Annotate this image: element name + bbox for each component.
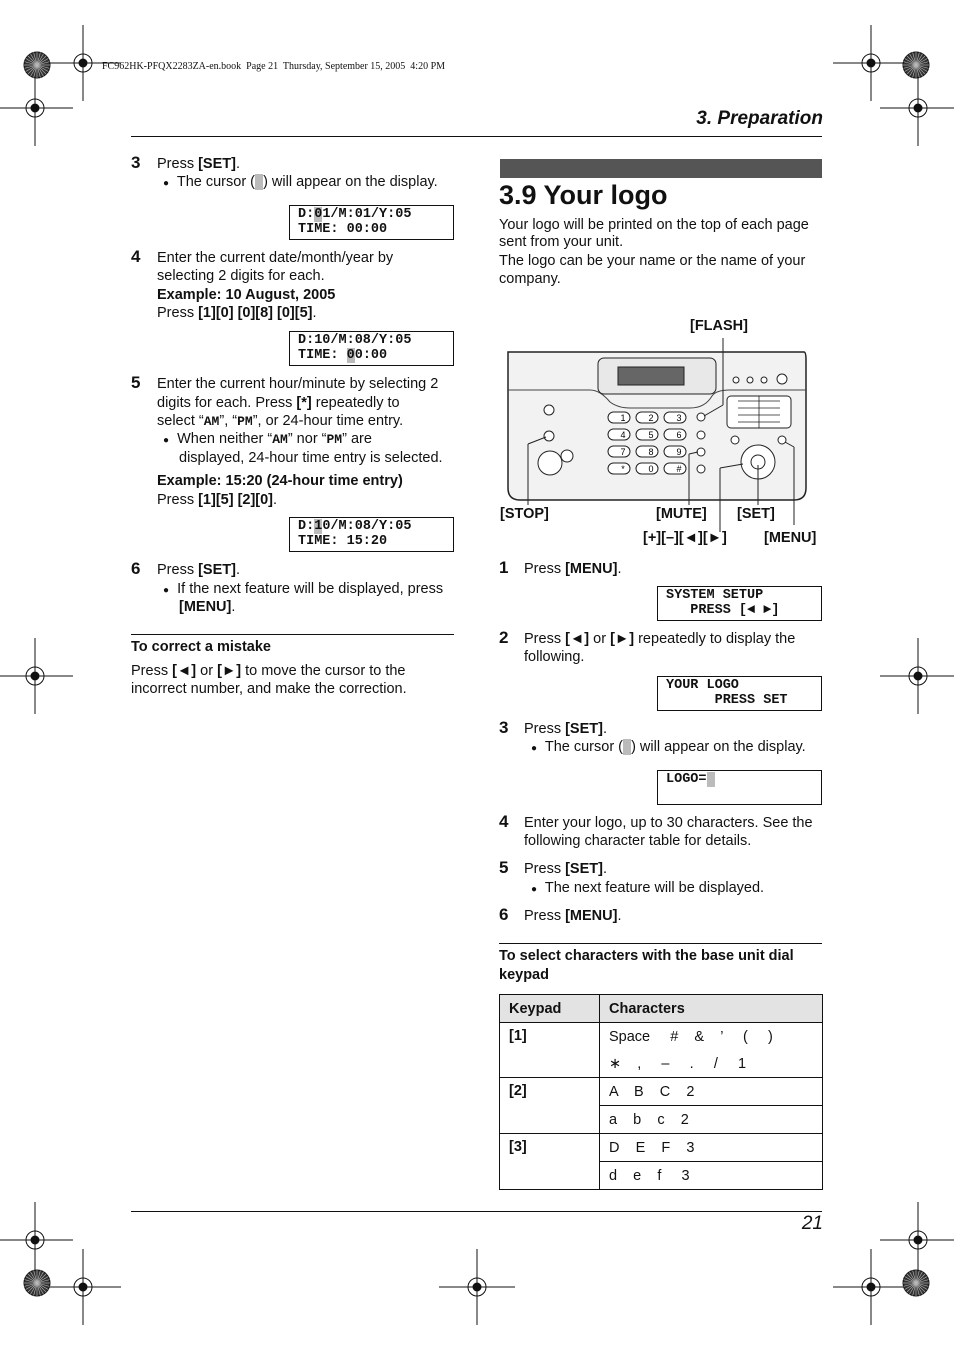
step-5-bullet: ● When neither “AM” nor “PM” are [163, 431, 372, 447]
keypad-key: [2] [500, 1078, 600, 1134]
keypad-key-6 [664, 429, 686, 440]
step-number: 1 [499, 558, 509, 577]
keypad-key-* [608, 463, 630, 474]
step-5-text: digits for each. Press [*] repeatedly to [157, 395, 400, 411]
characters-cell: A B C 2 [600, 1078, 823, 1106]
characters-cell: ∗ , – . / 1 [600, 1050, 823, 1078]
crosshair-mark [833, 25, 909, 101]
keypad-key-3 [664, 412, 686, 423]
crosshair-mark [0, 1202, 73, 1278]
keypad-key-7 [608, 446, 630, 457]
crosshair-mark [439, 1249, 515, 1325]
step-4-text: selecting 2 digits for each. [157, 268, 325, 284]
svg-text:7: 7 [620, 447, 626, 457]
intro-line: Your logo will be printed on the top of each page [499, 217, 809, 233]
step-number: 3 [131, 153, 141, 172]
starburst-mark [24, 52, 50, 78]
lcd-display: D:10/M:08/Y:05 TIME: 00:00 [289, 331, 454, 366]
step-2-text: following. [524, 649, 585, 665]
svg-text:1: 1 [620, 413, 626, 423]
section-rule [131, 634, 454, 635]
svg-text:#: # [676, 464, 682, 474]
intro-line: The logo can be your name or the name of your [499, 253, 806, 269]
menu-label: [MENU] [764, 530, 817, 546]
step-number: 6 [131, 559, 141, 578]
keypad-key-# [664, 463, 686, 474]
lcd-display: LOGO= [657, 770, 822, 805]
step-4-keys: Press [1][0] [0][8] [0][5]. [157, 305, 317, 321]
stop-label: [STOP] [500, 506, 549, 522]
characters-cell: a b c 2 [600, 1106, 823, 1134]
keypad-key: [3] [500, 1134, 600, 1190]
svg-text:9: 9 [676, 447, 682, 457]
starburst-mark [24, 1270, 50, 1296]
keypad-key-0 [636, 463, 658, 474]
step-number: 4 [499, 812, 509, 831]
step-6-text: Press [SET]. [157, 562, 240, 578]
table-row [500, 1023, 823, 1051]
step-6-bullet: ● If the next feature will be displayed, press [163, 581, 444, 597]
svg-text:4: 4 [620, 430, 626, 440]
intro-line: company. [499, 271, 561, 287]
step-number: 5 [131, 373, 141, 392]
svg-text:6: 6 [676, 430, 682, 440]
step-5-text: Enter the current hour/minute by selecting 2 [157, 376, 439, 392]
crosshair-mark [880, 638, 954, 714]
table-row [500, 1134, 823, 1162]
starburst-mark [903, 52, 929, 78]
navigation-keys-label: [+][–][◄][►] [643, 530, 727, 546]
step-5-example: Example: 15:20 (24-hour time entry) [157, 473, 403, 489]
step-5-bullet: ● The next feature will be displayed. [531, 880, 765, 896]
char-table-heading: keypad [499, 967, 549, 983]
svg-text:3: 3 [676, 413, 682, 423]
lcd-display: D:10/M:08/Y:05 TIME: 15:20 [289, 517, 454, 552]
svg-text:2: 2 [648, 413, 654, 423]
lcd-display: D:01/M:01/Y:05 TIME: 00:00 [289, 205, 454, 240]
keypad-key-8 [636, 446, 658, 457]
step-number: 5 [499, 858, 509, 877]
step-6-text: Press [MENU]. [524, 908, 622, 924]
keypad-key-5 [636, 429, 658, 440]
section-title: 3. Preparation [696, 108, 823, 129]
step-4-text: Enter the current date/month/year by [157, 250, 394, 266]
flash-label: [FLASH] [690, 318, 748, 334]
section-bar [500, 159, 822, 178]
step-5-text: Press [SET]. [524, 861, 607, 877]
step-5-keys: Press [1][5] [2][0]. [157, 492, 278, 508]
header-rule [131, 136, 822, 137]
step-number: 2 [499, 628, 509, 647]
column-header: Characters [600, 995, 823, 1023]
step-4-example: Example: 10 August, 2005 [157, 287, 336, 303]
correct-mistake-text: incorrect number, and make the correction. [131, 681, 407, 697]
column-header: Keypad [500, 995, 600, 1023]
step-4-text: Enter your logo, up to 30 characters. See the [524, 815, 813, 831]
crosshair-mark [0, 70, 73, 146]
characters-cell: D E F 3 [600, 1134, 823, 1162]
step-number: 4 [131, 247, 141, 266]
mute-label: [MUTE] [656, 506, 707, 522]
correct-mistake-text: Press [◄] or [►] to move the cursor to the [131, 663, 406, 679]
characters-cell: Space # & ’ ( ) [600, 1023, 823, 1051]
step-3-bullet: ● The cursor ( ) will appear on the display. [163, 174, 438, 190]
step-5-bullet: displayed, 24-hour time entry is selected. [179, 450, 443, 466]
step-3-text: Press [SET]. [524, 721, 607, 737]
svg-text:8: 8 [648, 447, 654, 457]
keypad-key: [1] [500, 1023, 600, 1078]
file-info: FC962HK-PFQX2283ZA-en.book Page 21 Thursday, September 15, 2005 4:20 PM [102, 61, 446, 72]
table-row [500, 1078, 823, 1106]
starburst-mark [903, 1270, 929, 1296]
step-3-bullet: ● The cursor ( ) will appear on the display. [531, 739, 806, 755]
step-6-bullet: [MENU]. [179, 599, 236, 615]
page-title: 3.9 Your logo [499, 180, 668, 210]
correct-mistake-heading: To correct a mistake [131, 639, 271, 655]
table-header-row [500, 995, 823, 1023]
set-label: [SET] [737, 506, 775, 522]
step-number: 3 [499, 718, 509, 737]
crosshair-mark [45, 1249, 121, 1325]
keypad-key-4 [608, 429, 630, 440]
svg-text:*: * [621, 464, 625, 474]
characters-cell: d e f 3 [600, 1162, 823, 1190]
char-table-heading: To select characters with the base unit dial [499, 948, 794, 964]
section-rule [499, 943, 822, 944]
step-1-text: Press [MENU]. [524, 561, 622, 577]
step-3-text: Press [SET]. [157, 156, 240, 172]
crosshair-mark [880, 70, 954, 146]
keypad-key-1 [608, 412, 630, 423]
keypad-key-9 [664, 446, 686, 457]
crosshair-mark [833, 1249, 909, 1325]
character-table [499, 994, 823, 1190]
intro-line: sent from your unit. [499, 234, 624, 250]
crosshair-mark [880, 1202, 954, 1278]
step-5-text: select “AM”, “PM”, or 24-hour time entry. [157, 413, 404, 429]
lcd-display: YOUR LOGO PRESS SET [657, 676, 822, 711]
crosshair-mark [0, 638, 73, 714]
step-number: 6 [499, 905, 509, 924]
svg-text:5: 5 [648, 430, 654, 440]
footer-rule [131, 1211, 822, 1212]
lcd-display: SYSTEM SETUP PRESS [◄ ►] [657, 586, 822, 621]
step-2-text: Press [◄] or [►] repeatedly to display the [524, 631, 796, 647]
keypad-key-2 [636, 412, 658, 423]
svg-text:0: 0 [648, 464, 654, 474]
step-4-text: following character table for details. [524, 833, 752, 849]
page-number: 21 [801, 1213, 823, 1234]
